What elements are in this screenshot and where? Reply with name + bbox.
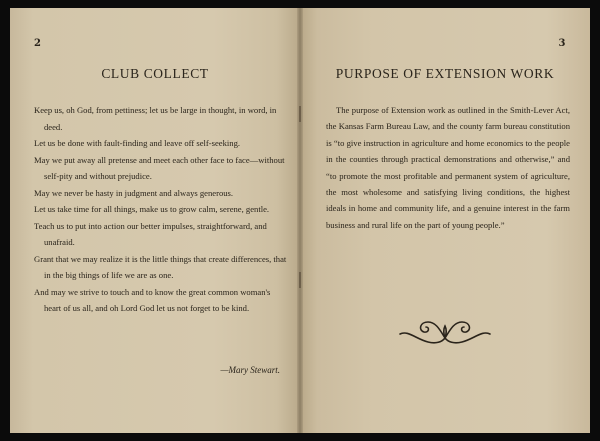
right-page (300, 8, 590, 433)
left-page (10, 8, 300, 433)
author-signature: —Mary Stewart. (220, 365, 280, 375)
booklet-spread (10, 8, 590, 433)
staple (299, 106, 301, 122)
purpose-paragraph: The purpose of Extension work as outlined in the Smith-Lever Act, the Kansas Farm Bureau Law, and the county farm bureau constitution is “to give instruction in agriculture and home economics to the people in the counties through practical demonstrations and otherwise,” and “to promote the most profitable and permanent system of agriculture, the most wholesome and satisfying living conditions, the highest ideals in home and community life, and a genuine interest in the farm business and rural life on the part of young people.” (326, 105, 570, 230)
collect-line: Let us be done with fault-finding and leave off self-seeking. (34, 138, 241, 148)
collect-line: May we put away all pretense and meet each other face to face—without self-pity and without prejudice. (34, 154, 285, 181)
page-title-club-collect: CLUB COLLECT (101, 66, 209, 81)
page-number-left: 2 (34, 38, 42, 49)
collect-line: Let us take time for all things, make us to grow calm, serene, gentle. (34, 204, 270, 214)
collect-line: Grant that we may realize it is the little things that create differences, that in the big things of life we are as one. (34, 253, 287, 280)
page-number-right: 3 (558, 38, 566, 49)
collect-line: And may we strive to touch and to know the great common woman's heart of us all, and oh Lord God let us not forget to be kind. (34, 286, 271, 313)
collect-text (34, 102, 288, 317)
collect-line: Teach us to put into action our better impulses, straightforward, and unafraid. (34, 220, 267, 247)
staple (299, 272, 301, 288)
collect-line: Keep us, oh God, from pettiness; let us be large in thought, in word, in deed. (34, 105, 277, 132)
binding-gutter (297, 8, 303, 433)
collect-line: May we never be hasty in judgment and always generous. (34, 187, 234, 198)
page-title-purpose: PURPOSE OF EXTENSION WORK (335, 66, 555, 81)
flourish-ornament-icon (398, 308, 492, 348)
